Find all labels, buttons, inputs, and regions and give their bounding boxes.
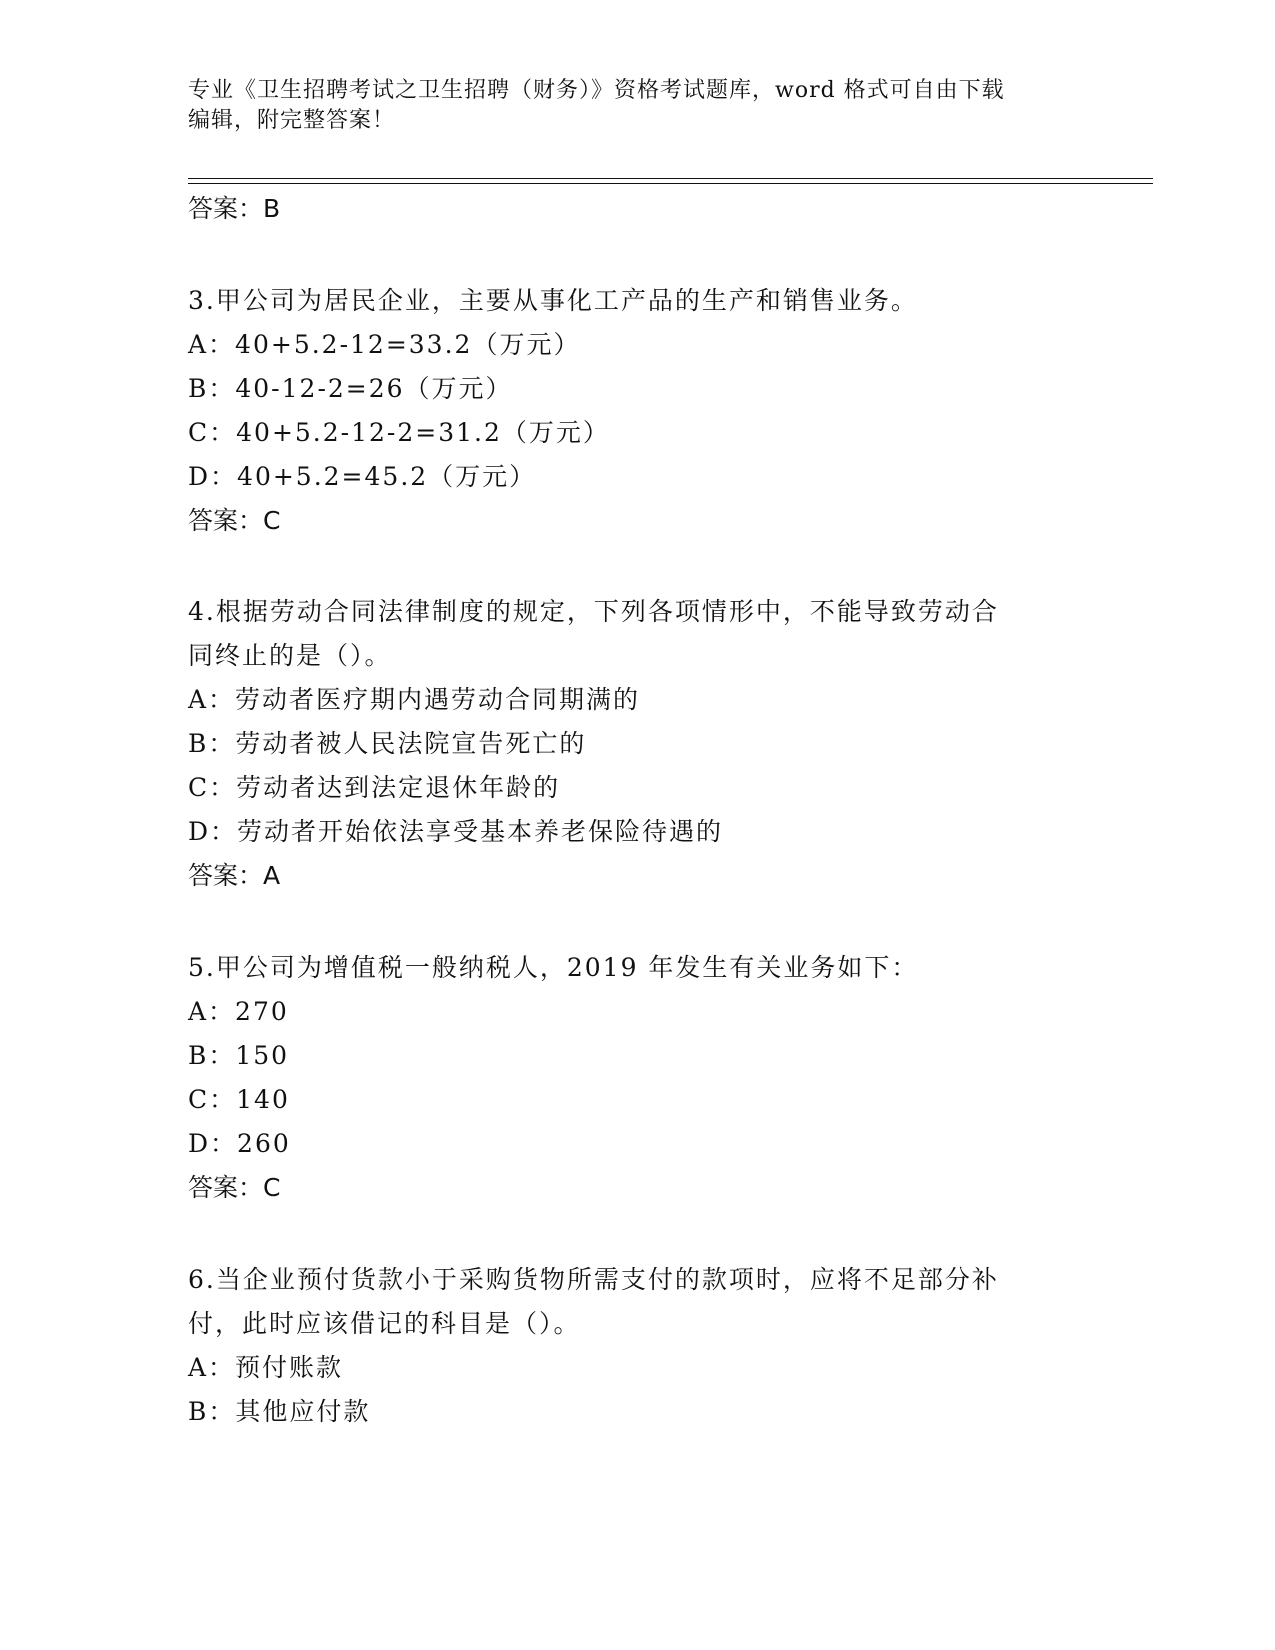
question-3-option-b: B：40-12-2=26（万元） [188, 374, 513, 403]
question-5-option-b: B：150 [188, 1041, 290, 1070]
question-5-option-c: C：140 [188, 1085, 290, 1114]
question-6-option-b: B：其他应付款 [188, 1397, 371, 1426]
question-4-answer: 答案：A [188, 861, 281, 890]
question-6-option-a: A：预付账款 [188, 1353, 344, 1382]
page-header [188, 76, 1088, 136]
question-4-text-line-2: 同终止的是（）。 [188, 641, 392, 670]
question-5-option-a: A：270 [188, 997, 289, 1026]
answer-line: 答案：B [188, 194, 281, 223]
question-3-option-a: A：40+5.2-12=33.2（万元） [188, 330, 581, 359]
question-3-answer: 答案：C [188, 506, 281, 535]
header-title-line-2: 编辑，附完整答案！ [188, 108, 396, 133]
question-4-option-b: B：劳动者被人民法院宣告死亡的 [188, 729, 587, 758]
header-divider-bottom [188, 183, 1153, 184]
question-5-text: 5.甲公司为增值税一般纳税人，2019 年发生有关业务如下： [188, 953, 919, 982]
header-title-line-1: 专业《卫生招聘考试之卫生招聘（财务）》资格考试题库，word 格式可自由下载 [188, 78, 1005, 103]
question-4-text-line-1: 4.根据劳动合同法律制度的规定，下列各项情形中，不能导致劳动合 [188, 597, 999, 626]
question-4-option-c: C：劳动者达到法定退休年龄的 [188, 773, 561, 802]
question-6-text-line-1: 6.当企业预付货款小于采购货物所需支付的款项时，应将不足部分补 [188, 1265, 999, 1294]
question-3-option-c: C：40+5.2-12-2=31.2（万元） [188, 418, 610, 447]
question-4-option-d: D：劳动者开始依法享受基本养老保险待遇的 [188, 817, 724, 846]
question-4-option-a: A：劳动者医疗期内遇劳动合同期满的 [188, 685, 641, 714]
question-5-option-d: D：260 [188, 1129, 291, 1158]
question-5-answer: 答案：C [188, 1173, 281, 1202]
question-6-text-line-2: 付，此时应该借记的科目是（）。 [188, 1309, 581, 1338]
header-divider-top [188, 178, 1153, 179]
question-3-option-d: D：40+5.2=45.2（万元） [188, 462, 537, 491]
question-3-text: 3.甲公司为居民企业，主要从事化工产品的生产和销售业务。 [188, 286, 918, 315]
